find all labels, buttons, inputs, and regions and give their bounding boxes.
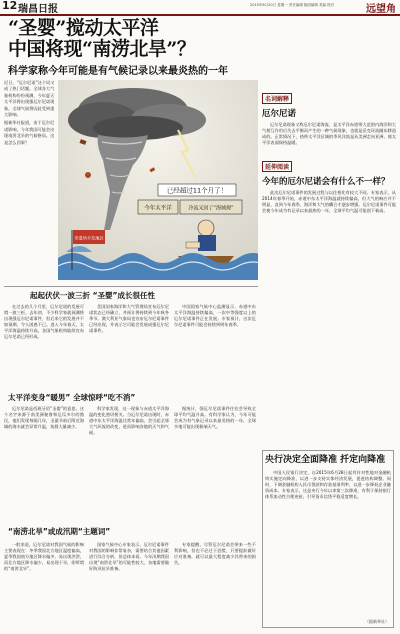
section-2-col-1: 厄尔尼诺是西班牙语“圣婴”的意思。这个名字来源于南美洲秘鲁和厄瓜多尔的渔民，他们发现每隔几年，圣诞节前后附近海域的海水就会异常升温，鱼群大量减少。 xyxy=(4,406,84,430)
news-brief-byline: （据新华社） xyxy=(365,619,389,624)
section-3-col-3: 专家提醒，尽管厄尔尼诺会带来一些不利影响，但也不必过于恐慌，只要提前做好应对准备，就可以最大程度减少其带来的损失。 xyxy=(174,542,256,566)
issue-meta: 2015年6月20日 星期一 责任编辑 版面编辑 美编 校对 xyxy=(250,3,335,7)
section-2-col-3: 据统计，强厄尔尼诺事件往往会导致全球平均气温升高。有科学家认为，今年可能会成为有气象记录以来最炎热的一年，全球多地可能出现极端天气。 xyxy=(174,406,256,430)
section-name: 远望角 xyxy=(366,4,396,15)
banner-text: 冷流又回了“海域规” xyxy=(188,205,234,212)
news-brief-text: 中国人民银行决定，自2015年6月28日起有针对性地对金融机构实施定向降准，以进一步支持实体经济发展，促进结构调整。同时，下调金融机构人民币贷款和存款基准利率，以进一步降低企业融资成本。专家表示，这是央行今年以来第三次降准，有利于保持银行体系流动性合理充裕，引导货币信贷平稳适度增长。 xyxy=(265,470,391,499)
main-headline xyxy=(8,18,288,60)
section-2-heading: 太平洋变身“暖男” 全球惊呼“吃不消” xyxy=(8,393,136,402)
section-3-col-2: 国家气候中心专家表示，厄尔尼诺事件对我国的影响非常复杂，需要结合其他因素进行综合分析，但总体来看，今年汛期我国出现“南涝北旱”的可能性较大，各地需要做好防汛抗旱准备。 xyxy=(89,542,169,572)
section-3-heading: “南涝北旱”或成汛期“主题词” xyxy=(8,527,111,536)
sidebar-text-1: 厄尔尼诺现象又称厄尔尼诺海流，是太平洋赤道带大范围内海洋和大气相互作用后失去平衡而产生的一种气候现象，也就是沃克环流圈东移造成的。正常情况下，热带太平洋区域的季风洋流是从美洲走向亚洲，使太平洋表面保持温暖。 xyxy=(262,122,397,145)
flag-text: 非遗所多发地区 xyxy=(74,235,104,241)
headline-line-1: “圣婴”搅动太平洋 xyxy=(8,17,159,39)
section-divider xyxy=(4,286,258,287)
section-3-col-1: 一般来说，厄尔尼诺对我国气候的影响主要表现在：冬季我国北方地区温度偏高，夏季我国南方地区降水偏多，易出现洪涝，而北方地区降水偏少，易出现干旱，即所谓的“南涝北旱”。 xyxy=(4,542,84,572)
masthead xyxy=(0,0,400,16)
sidebar-title-2: 今年的厄尔尼诺会有什么不一样？ xyxy=(262,177,390,187)
sidebar-text-2: 此次厄尔尼诺事件的发展过程与以往相比有较大不同。专家表示，从2014年春季开始，赤道中东太平洋海温就持续偏高，但大气的响应并不明显，直到今年春季，海洋和大气的耦合才逐步增强。厄尔尼诺事件可能会使今年成为有记录以来最热的一年，全球平均气温可能创下新高。 xyxy=(262,190,397,213)
sidebar-panel xyxy=(262,86,396,446)
headline-line-2: 中国将现“南涝北旱”？ xyxy=(8,38,196,60)
section-2-col-2: 科学家发现，这一现象与赤道太平洋海温的变化密切相关。当厄尔尼诺出现时，赤道中东太平洋海温比常年偏高，会引起全球大气环流的改变，进而影响各地的天气和气候。 xyxy=(89,406,169,436)
sign-text: 今年太平洋 xyxy=(144,205,172,212)
lead-text-2: 据新华社报道，由于厄尔尼诺影响，今年我国可能会出现南涝北旱的气候格局。这是怎么回事？ xyxy=(4,120,55,145)
news-brief-box xyxy=(262,450,394,628)
sidebar-title-1: 厄尔尼诺 xyxy=(262,109,297,119)
newspaper-logo: 瑞昌日报 xyxy=(18,4,58,15)
lead-paragraph xyxy=(4,80,56,148)
lead-text-1: 近日，“厄尔尼诺”这个词又成了热门话题。全球各大气象机构纷纷预测，今年夏天太平洋将出现强厄尔尼诺现象，全球气候将因此受到重大影响。 xyxy=(4,80,55,118)
sign-board xyxy=(138,200,242,214)
section-1-col-1: 在过去的几个月里，厄尔尼诺的发展可谓一波三折。去年初，不少科学家就预测将出现强厄尔尼诺事件，但后来它的发展并不如预期，令人困惑不已。进入今年春天，太平洋海温持续升高，各国气象机构陆续宣布厄尔尼诺已经形成。 xyxy=(4,304,84,340)
section-1-heading: 起起伏伏一波三折 “圣婴”成长很任性 xyxy=(30,291,155,300)
news-brief-title: 央行决定全面降准 扦定向降准 xyxy=(265,455,386,465)
sidebar-tag-2: 延伸阅读 xyxy=(262,161,292,172)
sidebar-tag-1: 名词解释 xyxy=(262,93,292,104)
speech-bubble xyxy=(158,184,236,196)
section-1-col-3: 中国国家气候中心监测显示，赤道中东太平洋海温持续偏高，一次中等强度以上的厄尔尼诺事件正在发展。专家预计，这次厄尔尼诺事件可能会持续到明年春季。 xyxy=(174,304,256,328)
cartoon-illustration xyxy=(58,80,258,280)
section-1-col-2: 美国国家海洋和大气管理局宣布厄尔尼诺状态已经确立，并预计将持续到今年秋冬季节。澳大利亚气象局也宣布厄尔尼诺事件已经出现，并表示它可能会发展成强厄尔尼诺事件。 xyxy=(89,304,169,334)
sub-headline: 科学家称今年可能是有气候记录以来最炎热的一年 xyxy=(8,66,228,77)
editorial-cartoon xyxy=(58,80,258,280)
page-number: 12 xyxy=(2,0,18,12)
speech-text: 已经超过11个月了！ xyxy=(166,186,228,195)
